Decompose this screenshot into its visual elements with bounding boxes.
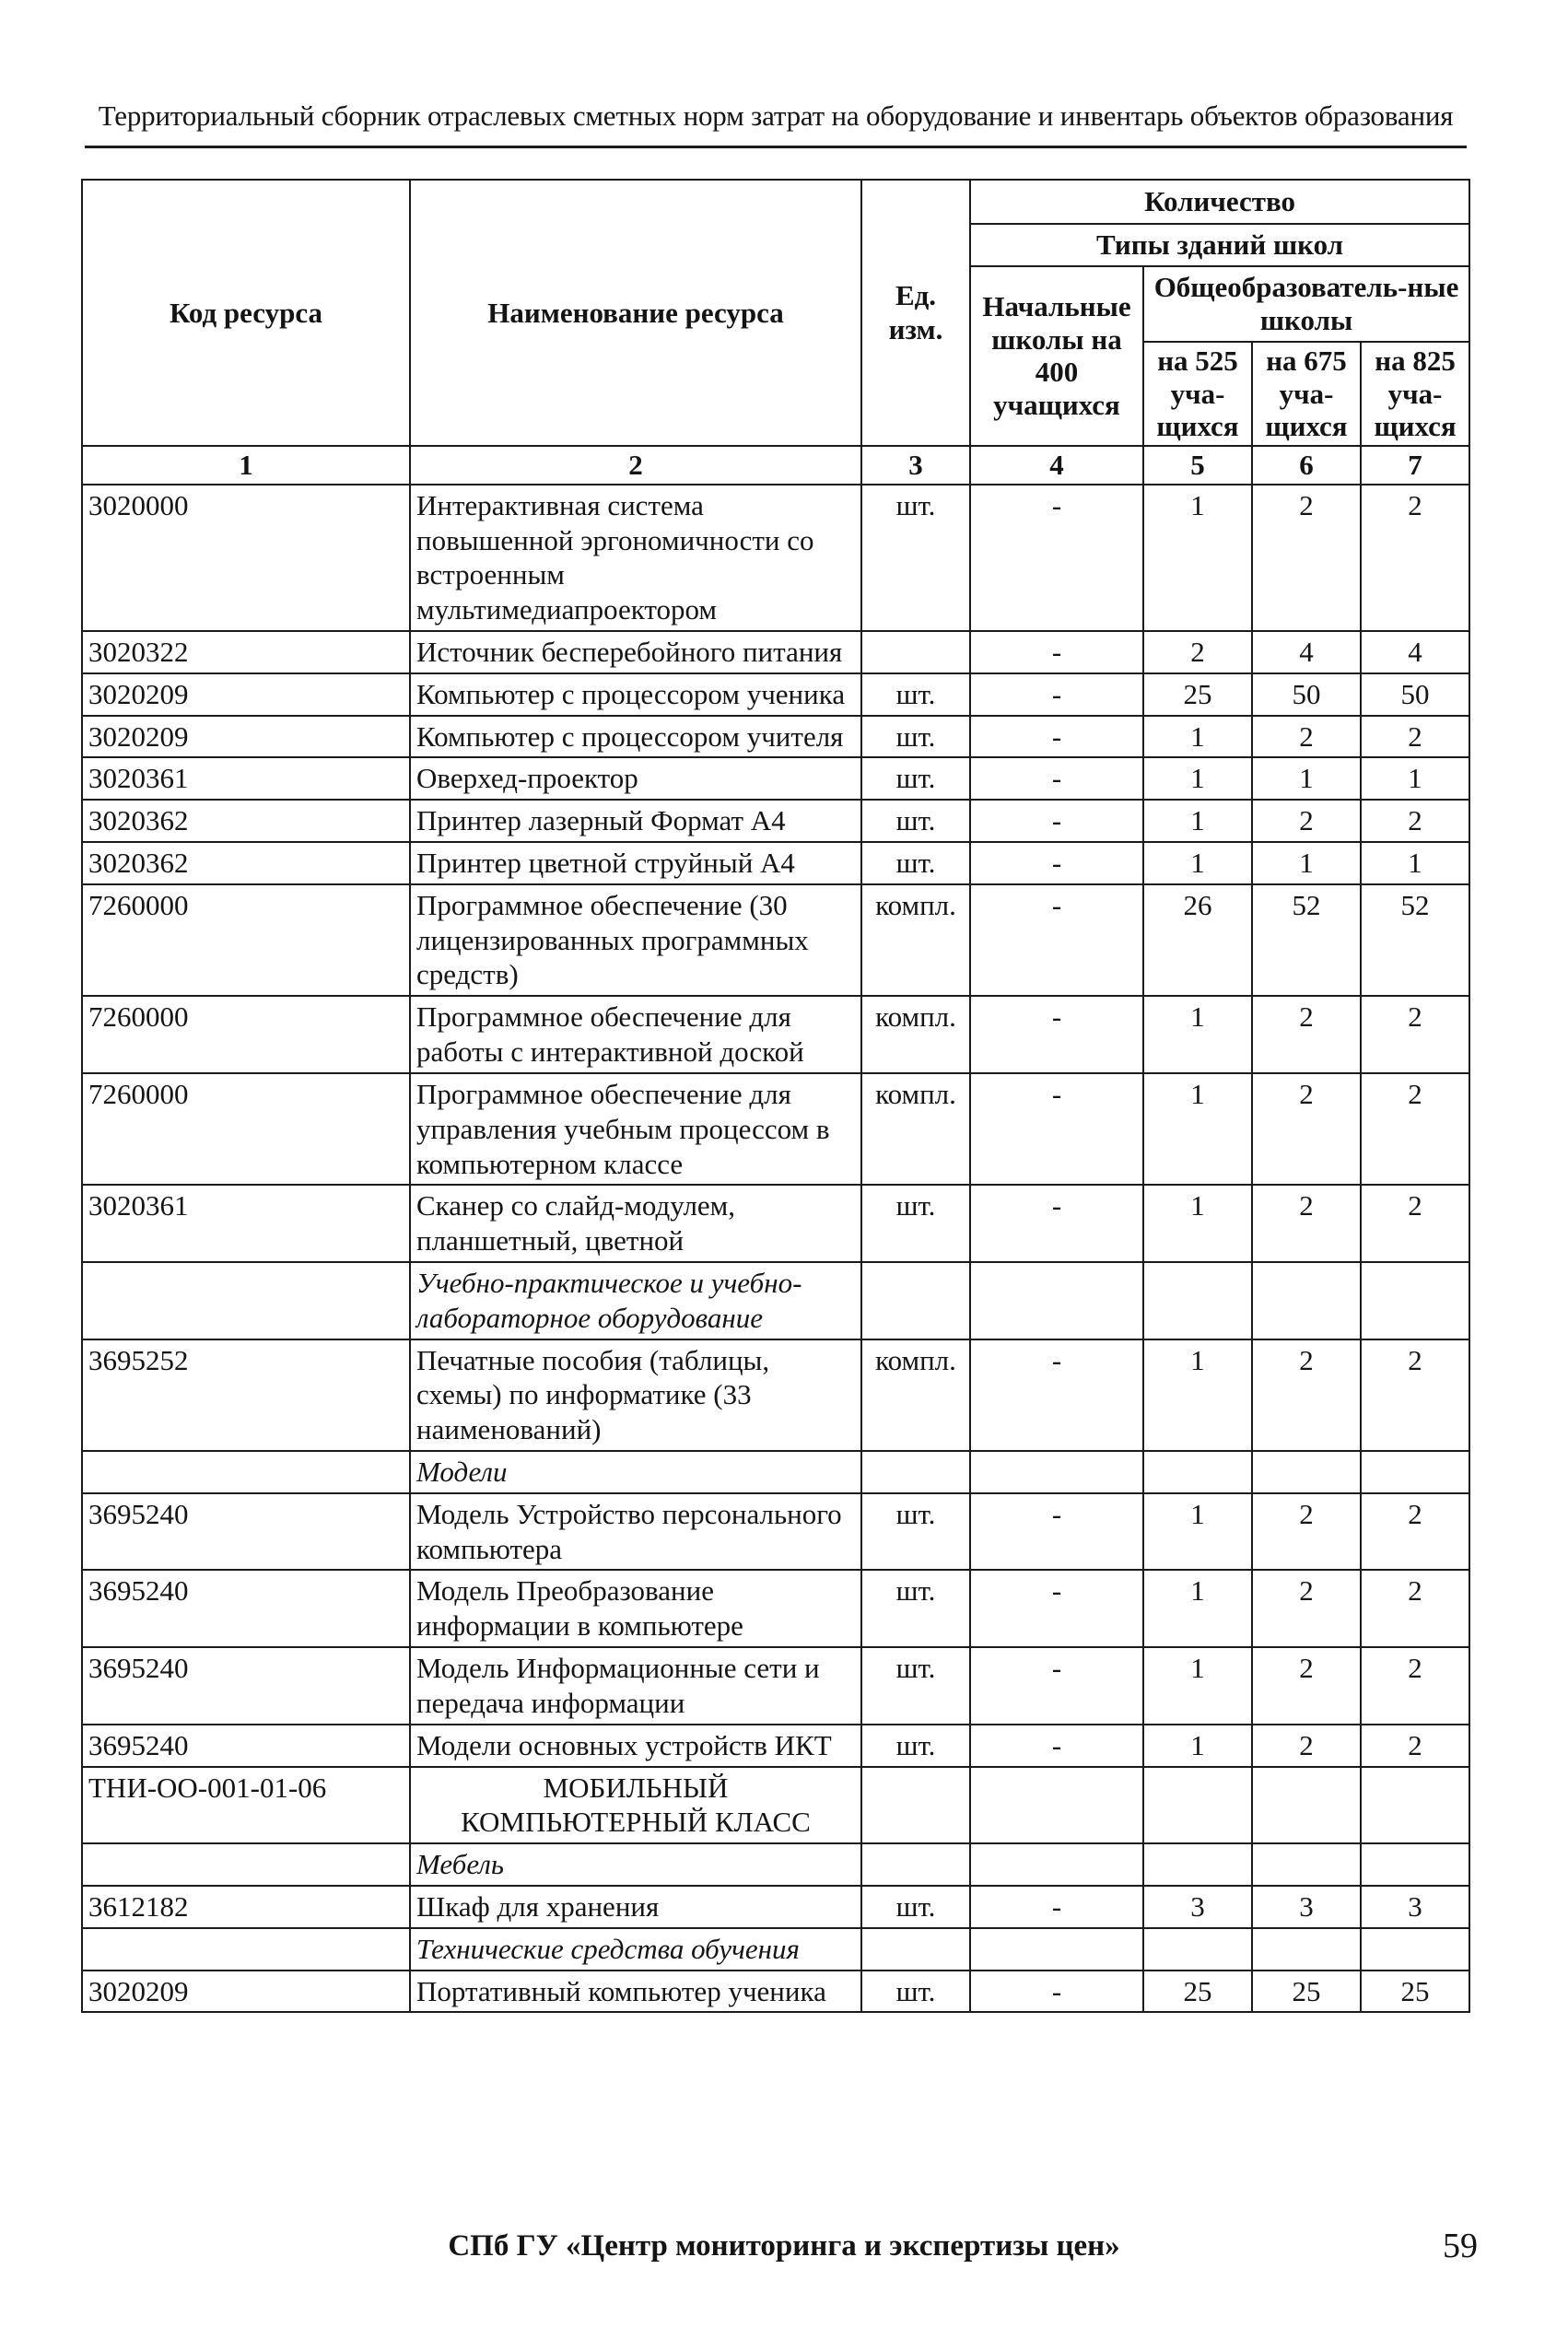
qty-primary-400: - [970,631,1143,673]
qty-825: 25 [1361,1971,1469,2013]
qty-825: 2 [1361,1493,1469,1571]
qty-675: 25 [1252,1971,1361,2013]
resource-code: 3020362 [82,800,410,842]
subsection-title: Мебель [410,1843,861,1886]
resource-code: 3020361 [82,1185,410,1262]
qty-825: 2 [1361,1073,1469,1185]
qty-primary-400: - [970,673,1143,716]
qty-525: 1 [1143,800,1252,842]
qty-825: 2 [1361,1647,1469,1725]
table-row [82,757,1469,800]
empty-cell [1252,1767,1361,1844]
colnum-1: 1 [82,446,410,485]
resource-code: 3020209 [82,1971,410,2013]
empty-cell [861,1843,970,1886]
qty-825: 2 [1361,1339,1469,1451]
qty-675: 2 [1252,716,1361,758]
qty-primary-400: - [970,1725,1143,1767]
qty-675: 2 [1252,1725,1361,1767]
empty-cell [1143,1767,1252,1844]
qty-525: 25 [1143,1971,1252,2013]
qty-675: 2 [1252,1339,1361,1451]
resource-code: 3020209 [82,673,410,716]
resource-code: ТНИ-ОО-001-01-06 [82,1767,410,1844]
empty-cell [1143,1843,1252,1886]
resource-code: 7260000 [82,884,410,996]
table-body [82,485,1469,2013]
empty-cell [970,1262,1143,1339]
unit: шт. [861,1647,970,1725]
header-rule [85,146,1467,148]
qty-825: 2 [1361,1725,1469,1767]
resource-code: 3695240 [82,1570,410,1647]
unit: шт. [861,485,970,631]
empty-cell [1143,1262,1252,1339]
qty-primary-400: - [970,1570,1143,1647]
qty-825: 1 [1361,842,1469,884]
resource-name: Компьютер с процессором ученика [410,673,861,716]
empty-cell [1252,1262,1361,1339]
running-header: Территориальный сборник отраслевых сметных норм затрат на оборудование и инвентарь объектов образования [98,99,1454,132]
qty-525: 1 [1143,1570,1252,1647]
qty-525: 1 [1143,485,1252,631]
qty-primary-400: - [970,1339,1143,1451]
qty-525: 1 [1143,1725,1252,1767]
qty-primary-400: - [970,842,1143,884]
qty-675: 2 [1252,800,1361,842]
unit: шт. [861,716,970,758]
subsection-row [82,1451,1469,1493]
empty-cell [1252,1451,1361,1493]
resource-code: 3020000 [82,485,410,631]
header-code: Код ресурса [82,180,410,446]
unit: шт. [861,1971,970,2013]
qty-525: 1 [1143,842,1252,884]
qty-primary-400: - [970,1493,1143,1571]
table-head [82,180,1469,485]
resource-name: Модель Информационные сети и передача информации [410,1647,861,1725]
empty-cell [970,1843,1143,1886]
unit: компл. [861,1339,970,1451]
unit: шт. [861,800,970,842]
qty-525: 1 [1143,1339,1252,1451]
table-row [82,1570,1469,1647]
qty-825: 2 [1361,1570,1469,1647]
resource-name: Программное обеспечение (30 лицензированных программных средств) [410,884,861,996]
resource-code: 3020322 [82,631,410,673]
resource-code: 3695240 [82,1647,410,1725]
table-row [82,1339,1469,1451]
table-row [82,1493,1469,1571]
table-row [82,996,1469,1073]
qty-825: 2 [1361,996,1469,1073]
table-row [82,1971,1469,2013]
resource-name: Источник бесперебойного питания [410,631,861,673]
qty-675: 2 [1252,485,1361,631]
empty-cell [970,1451,1143,1493]
table-row [82,1886,1469,1928]
table-row [82,800,1469,842]
header-675: на 675 уча-щихся [1252,342,1361,446]
resource-code: 3020362 [82,842,410,884]
unit: шт. [861,842,970,884]
qty-825: 2 [1361,800,1469,842]
section-row [82,1767,1469,1844]
unit: шт. [861,1886,970,1928]
column-number-row [82,446,1469,485]
empty-cell [1361,1262,1469,1339]
colnum-6: 6 [1252,446,1361,485]
header-525: на 525 уча-щихся [1143,342,1252,446]
qty-525: 1 [1143,1493,1252,1571]
resource-code: 7260000 [82,996,410,1073]
qty-primary-400: - [970,1185,1143,1262]
resource-name: Принтер лазерный Формат А4 [410,800,861,842]
subsection-row [82,1928,1469,1971]
resource-table [81,179,1470,2013]
header-general-schools: Общеобразователь-ные школы [1143,266,1469,342]
qty-525: 1 [1143,996,1252,1073]
empty-cell [1361,1843,1469,1886]
resource-name: Программное обеспечение для управления учебным процессом в компьютерном классе [410,1073,861,1185]
qty-825: 4 [1361,631,1469,673]
qty-675: 2 [1252,1570,1361,1647]
table-row [82,485,1469,631]
header-building-types: Типы зданий школ [970,224,1469,266]
qty-525: 1 [1143,757,1252,800]
qty-675: 4 [1252,631,1361,673]
table-row [82,716,1469,758]
empty-cell [970,1928,1143,1971]
subsection-title: Модели [410,1451,861,1493]
table-row [82,884,1469,996]
qty-675: 2 [1252,1493,1361,1571]
empty-cell [1143,1451,1252,1493]
resource-name: Модель Преобразование информации в компьютере [410,1570,861,1647]
qty-primary-400: - [970,757,1143,800]
page-number: 59 [1443,2227,1478,2265]
qty-825: 2 [1361,485,1469,631]
empty-cell [861,1262,970,1339]
table-row [82,631,1469,673]
resource-code: 3695252 [82,1339,410,1451]
qty-675: 2 [1252,1647,1361,1725]
unit: шт. [861,1570,970,1647]
resource-code: 3695240 [82,1493,410,1571]
empty-cell [1252,1928,1361,1971]
qty-525: 25 [1143,673,1252,716]
empty-cell [861,1451,970,1493]
empty-cell [82,1928,410,1971]
unit: шт. [861,1493,970,1571]
qty-525: 1 [1143,1185,1252,1262]
table-row [82,1185,1469,1262]
empty-cell [82,1451,410,1493]
empty-cell [970,1767,1143,1844]
qty-525: 2 [1143,631,1252,673]
empty-cell [1252,1843,1361,1886]
empty-cell [1143,1928,1252,1971]
qty-primary-400: - [970,716,1143,758]
resource-name: Модели основных устройств ИКТ [410,1725,861,1767]
qty-675: 1 [1252,842,1361,884]
qty-primary-400: - [970,1647,1143,1725]
header-name: Наименование ресурса [410,180,861,446]
qty-primary-400: - [970,1971,1143,2013]
colnum-7: 7 [1361,446,1469,485]
table-row [82,673,1469,716]
qty-primary-400: - [970,884,1143,996]
resource-code: 3020361 [82,757,410,800]
resource-name: Интерактивная система повышенной эргономичности со встроенным мультимедиапроектором [410,485,861,631]
qty-525: 26 [1143,884,1252,996]
qty-675: 2 [1252,1185,1361,1262]
subsection-title: Учебно-практическое и учебно-лабораторное оборудование [410,1262,861,1339]
qty-primary-400: - [970,996,1143,1073]
qty-525: 1 [1143,1647,1252,1725]
header-primary-schools: Начальные школы на 400 учащихся [970,266,1143,446]
empty-cell [82,1843,410,1886]
header-quantity: Количество [970,180,1469,224]
qty-primary-400: - [970,800,1143,842]
qty-825: 2 [1361,1185,1469,1262]
qty-525: 3 [1143,1886,1252,1928]
unit: шт. [861,1185,970,1262]
subsection-row [82,1262,1469,1339]
table-row [82,1073,1469,1185]
table-row [82,1647,1469,1725]
section-title: МОБИЛЬНЫЙ КОМПЬЮТЕРНЫЙ КЛАСС [410,1767,861,1844]
resource-name: Принтер цветной струйный А4 [410,842,861,884]
unit: компл. [861,884,970,996]
qty-825: 2 [1361,716,1469,758]
qty-675: 50 [1252,673,1361,716]
qty-675: 2 [1252,1073,1361,1185]
unit [861,631,970,673]
qty-675: 2 [1252,996,1361,1073]
colnum-4: 4 [970,446,1143,485]
qty-825: 1 [1361,757,1469,800]
empty-cell [861,1767,970,1844]
empty-cell [1361,1928,1469,1971]
qty-675: 52 [1252,884,1361,996]
resource-code: 3612182 [82,1886,410,1928]
resource-name: Компьютер с процессором учителя [410,716,861,758]
qty-primary-400: - [970,1073,1143,1185]
unit: шт. [861,1725,970,1767]
footer-organization: СПб ГУ «Центр мониторинга и экспертизы цен» [448,2229,1120,2263]
colnum-2: 2 [410,446,861,485]
resource-name: Модель Устройство персонального компьютера [410,1493,861,1571]
unit: шт. [861,673,970,716]
empty-cell [1361,1451,1469,1493]
resource-name: Печатные пособия (таблицы, схемы) по информатике (33 наименований) [410,1339,861,1451]
qty-primary-400: - [970,1886,1143,1928]
resource-code: 3695240 [82,1725,410,1767]
colnum-3: 3 [861,446,970,485]
qty-525: 1 [1143,1073,1252,1185]
empty-cell [861,1928,970,1971]
empty-cell [1361,1767,1469,1844]
qty-825: 50 [1361,673,1469,716]
subsection-title: Технические средства обучения [410,1928,861,1971]
unit: компл. [861,996,970,1073]
qty-675: 3 [1252,1886,1361,1928]
header-unit: Ед. изм. [861,180,970,446]
resource-name: Сканер со слайд-модулем, планшетный, цветной [410,1185,861,1262]
resource-code: 7260000 [82,1073,410,1185]
qty-825: 3 [1361,1886,1469,1928]
qty-675: 1 [1252,757,1361,800]
unit: компл. [861,1073,970,1185]
header-825: на 825 уча-щихся [1361,342,1469,446]
resource-code: 3020209 [82,716,410,758]
empty-cell [82,1262,410,1339]
resource-name: Программное обеспечение для работы с интерактивной доской [410,996,861,1073]
qty-525: 1 [1143,716,1252,758]
unit: шт. [861,757,970,800]
qty-primary-400: - [970,485,1143,631]
resource-name: Оверхед-проектор [410,757,861,800]
colnum-5: 5 [1143,446,1252,485]
resource-name: Шкаф для хранения [410,1886,861,1928]
resource-name: Портативный компьютер ученика [410,1971,861,2013]
table-row [82,1725,1469,1767]
subsection-row [82,1843,1469,1886]
table-row [82,842,1469,884]
qty-825: 52 [1361,884,1469,996]
